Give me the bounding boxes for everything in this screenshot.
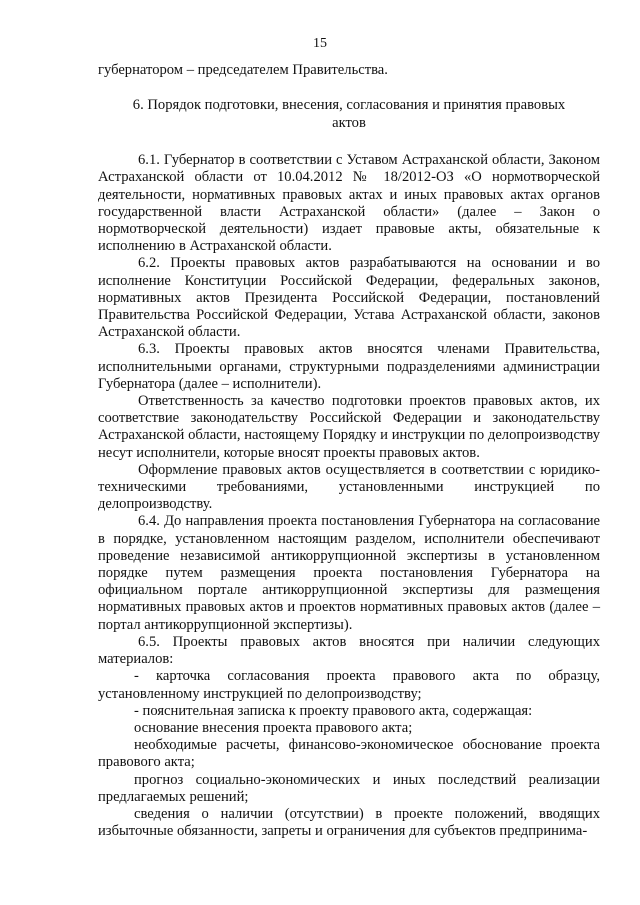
section-heading: 6. Порядок подготовки, внесения, согласования и принятия правовых актов bbox=[132, 97, 566, 131]
paragraph-responsibility: Ответственность за качество подготовки проектов правовых актов, их соответствие законодательству Российской Федерации и законодательству Астраханской области, настоящему Порядку и инструкции по делопроизводству несут исполнители, которые вносят проекты правовых актов. bbox=[98, 393, 600, 461]
list-item: основание внесения проекта правового акта; bbox=[134, 719, 413, 736]
paragraph-formatting: Оформление правовых актов осуществляется в соответствии с юридико-техническими требованиями, установленными инструкцией по делопроизводству. bbox=[98, 461, 600, 513]
list-item: необходимые расчеты, финансово-экономическое обоснование проекта правового акта; bbox=[98, 737, 600, 771]
lead-line: губернатором – председателем Правительства. bbox=[98, 62, 388, 78]
page-number: 15 bbox=[313, 36, 327, 51]
list-item: - пояснительная записка к проекту правового акта, содержащая: bbox=[134, 702, 533, 719]
list-item: - карточка согласования проекта правового акта по образцу, установленному инструкцией по делопроизводству; bbox=[98, 668, 600, 702]
list-item: прогноз социально-экономических и иных последствий реализации предлагаемых решений; bbox=[98, 771, 600, 805]
paragraph-6-4: 6.4. До направления проекта постановления Губернатора на согласование в порядке, установленном настоящим разделом, исполнители обеспечивают проведение независимой антикоррупционной экспертизы в установленном порядке путем размещения проекта постановления Губернатора на официальном портале антикоррупционной экспертизы для размещения нормативных правовых актов и проектов нормативных правовых актов (далее – портал антикоррупционной экспертизы). bbox=[98, 513, 600, 633]
paragraph-6-2: 6.2. Проекты правовых актов разрабатываются на основании и во исполнение Конституции Российской Федерации, федеральных законов, нормативных актов Президента Российской Федерации, постановлений Правительства Российской Федерации, Устава Астраханской области, законов Астраханской области. bbox=[98, 255, 600, 341]
list-item: сведения о наличии (отсутствии) в проекте положений, вводящих избыточные обязанности, запреты и ограничения для субъектов предпринима- bbox=[98, 805, 600, 840]
document-body bbox=[98, 62, 600, 840]
paragraph-6-3: 6.3. Проекты правовых актов вносятся членами Правительства, исполнительными органами, структурными подразделениями администрации Губернатора (далее – исполнители). bbox=[98, 341, 600, 392]
paragraph-6-1: 6.1. Губернатор в соответствии с Уставом Астраханской области, Законом Астраханской области от 10.04.2012 № 18/2012-ОЗ «О нормотворческой деятельности, нормативных правовых актах и иных правовых актах органов государственной власти Астраханской области» (далее – Закон о нормотворческой деятельности) издает правовые акты, обязательные к исполнению в Астраханской области. bbox=[98, 152, 600, 255]
paragraph-6-5: 6.5. Проекты правовых актов вносятся при наличии следующих материалов: bbox=[98, 633, 600, 668]
